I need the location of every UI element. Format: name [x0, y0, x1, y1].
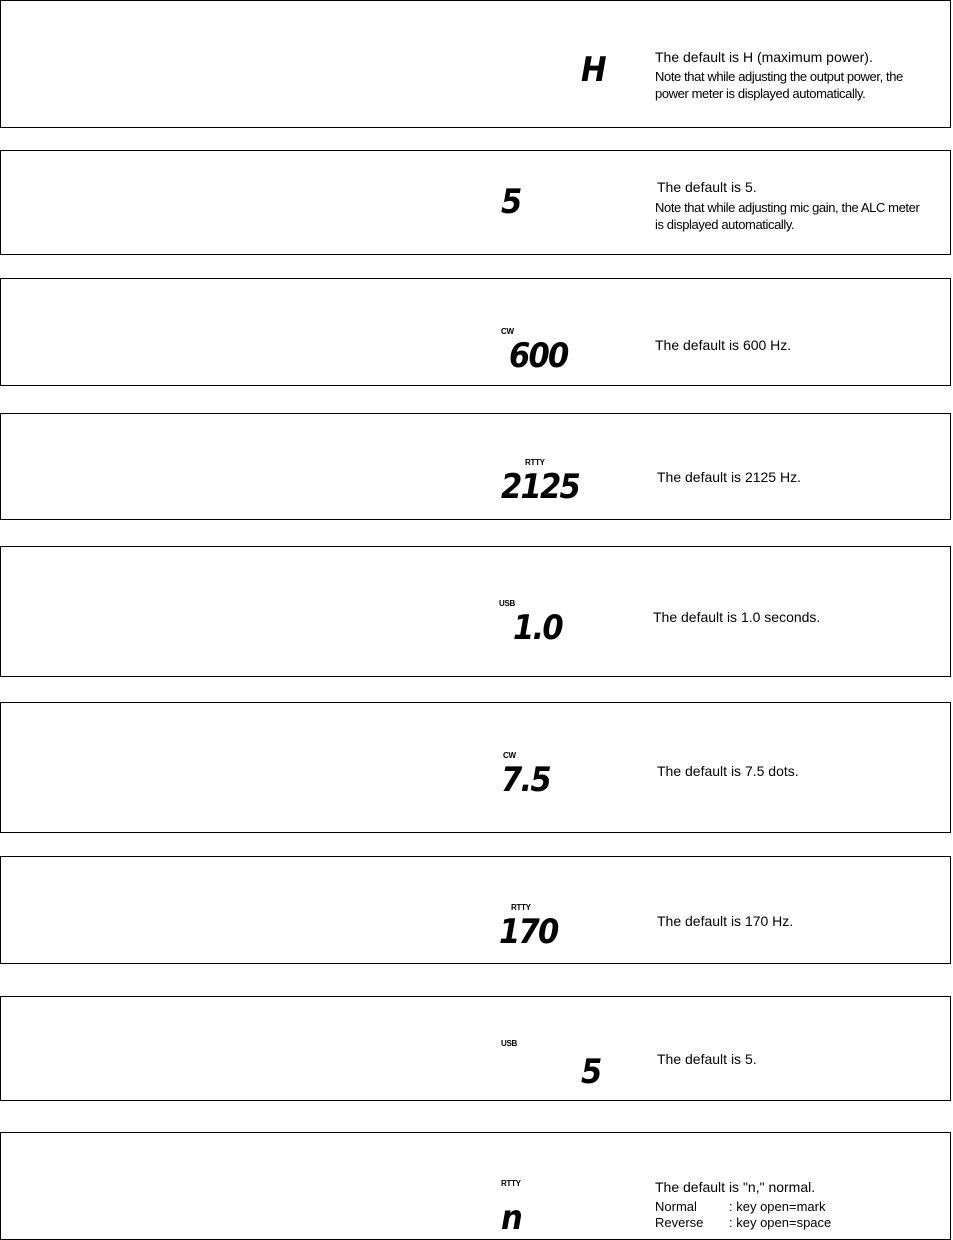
setting-panel-4 [0, 413, 951, 520]
note-text: Note that while adjusting mic gain, the ALC meter is displayed automatically. [655, 200, 920, 232]
lcd-display: 5 [581, 1052, 601, 1092]
mode-indicator: RTTY [501, 1179, 521, 1188]
note-text: Note that while adjusting the output power, the power meter is displayed automatically. [655, 69, 903, 101]
mode-indicator: USB [499, 599, 515, 608]
lcd-display: H [581, 50, 605, 90]
option-value-normal: : key open=mark [729, 1199, 826, 1214]
setting-panel-5 [0, 546, 951, 677]
default-description: The default is 600 Hz. [655, 337, 792, 353]
setting-panel-3 [0, 278, 951, 386]
default-description: The default is 5. [657, 179, 757, 195]
setting-panel-2 [0, 150, 951, 255]
mode-indicator: USB [501, 1039, 517, 1048]
setting-panel-7 [0, 856, 951, 964]
default-description: The default is 170 Hz. [657, 913, 794, 929]
lcd-display: 7.5 [501, 760, 550, 800]
lcd-display: n [501, 1198, 521, 1238]
lcd-display: 5 [501, 182, 521, 222]
option-label-normal: Normal [655, 1199, 697, 1214]
default-description: The default is 7.5 dots. [657, 763, 799, 779]
option-value-reverse: : key open=space [729, 1215, 832, 1230]
mode-indicator: RTTY [511, 903, 531, 912]
default-description: The default is 5. [657, 1051, 757, 1067]
mode-indicator: CW [501, 327, 514, 336]
mode-indicator: CW [503, 751, 516, 760]
lcd-display: 170 [499, 912, 558, 952]
default-description: The default is "n," normal. [655, 1179, 816, 1195]
option-label-reverse: Reverse [655, 1215, 704, 1230]
setting-panel-6 [0, 702, 951, 833]
lcd-display: 2125 [501, 467, 579, 507]
default-description: The default is H (maximum power). [655, 49, 873, 65]
default-description: The default is 1.0 seconds. [653, 609, 821, 625]
setting-panel-9 [0, 1132, 951, 1240]
setting-panel-1 [0, 0, 951, 128]
lcd-display: 600 [509, 336, 568, 376]
default-description: The default is 2125 Hz. [657, 469, 801, 485]
lcd-display: 1.0 [513, 608, 562, 648]
mode-indicator: RTTY [525, 458, 545, 467]
setting-panel-8 [0, 996, 951, 1101]
